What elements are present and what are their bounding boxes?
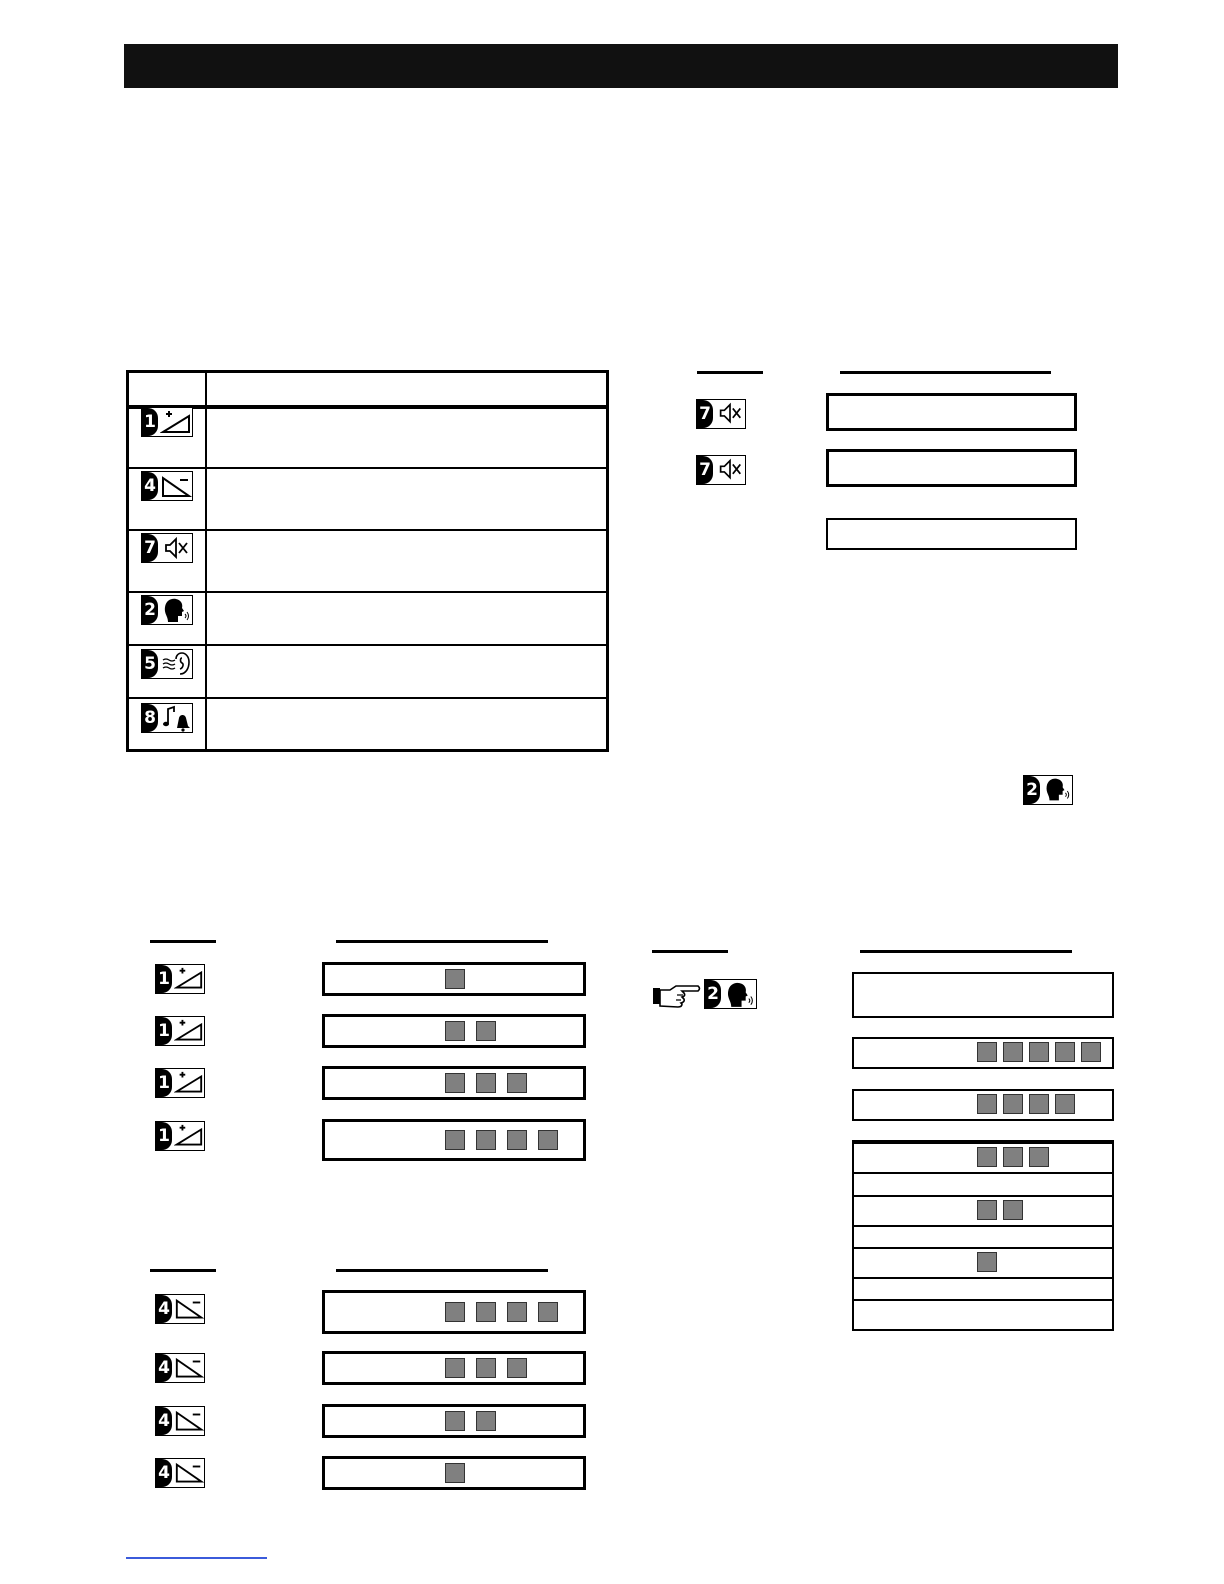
key-number: 4	[142, 472, 158, 500]
speaker-mute-icon	[715, 400, 745, 426]
lcd-display	[322, 962, 586, 996]
footer-link-underline	[126, 1557, 267, 1559]
key-number: 4	[156, 1407, 172, 1435]
lcd-display	[826, 393, 1077, 431]
key-8-music	[141, 703, 193, 733]
lcd-display	[852, 1037, 1114, 1069]
lcd-display	[852, 1299, 1114, 1331]
column-rule-display	[840, 371, 1051, 374]
level-bar-segment	[977, 1094, 997, 1114]
level-bar-segment	[507, 1358, 527, 1378]
key-1	[155, 1016, 205, 1046]
level-bar-segment	[1029, 1042, 1049, 1062]
header-bar	[124, 44, 1118, 88]
key-4	[155, 1458, 205, 1488]
speaking-head-icon	[723, 980, 756, 1009]
key-1-volume-up	[141, 407, 193, 437]
pointing-hand-icon	[652, 982, 702, 1008]
key-number: 4	[156, 1459, 172, 1487]
level-bar-segment	[1055, 1094, 1075, 1114]
lcd-display	[826, 449, 1077, 487]
lcd-display	[852, 1142, 1114, 1174]
level-bar-segment	[977, 1147, 997, 1167]
row-divider	[129, 644, 606, 646]
volume-down-icon	[174, 1407, 204, 1433]
key-4	[155, 1353, 205, 1383]
level-bar-segment	[538, 1130, 558, 1150]
lcd-display	[852, 1089, 1114, 1121]
ear-listen-icon	[160, 650, 192, 678]
column-rule-key	[697, 371, 763, 374]
key-number: 5	[142, 650, 158, 678]
level-bar-segment	[445, 1358, 465, 1378]
key-2-speak	[141, 595, 193, 625]
lcd-display	[322, 1351, 586, 1385]
level-bar-segment	[1081, 1042, 1101, 1062]
volume-down-icon	[174, 1354, 204, 1380]
row-divider	[129, 529, 606, 531]
key-7-mute	[696, 455, 746, 485]
lcd-display	[852, 1195, 1114, 1227]
volume-down-icon	[174, 1459, 204, 1485]
level-bar-segment	[507, 1302, 527, 1322]
level-bar-segment	[1055, 1042, 1075, 1062]
level-bar-segment	[1003, 1147, 1023, 1167]
column-divider	[205, 373, 207, 749]
level-bar-segment	[476, 1130, 496, 1150]
level-bar-segment	[476, 1302, 496, 1322]
column-rule-key	[150, 940, 216, 943]
level-bar-segment	[445, 1302, 465, 1322]
key-number: 7	[142, 534, 158, 562]
lcd-display	[322, 1014, 586, 1048]
level-bar-segment	[445, 1130, 465, 1150]
level-bar-segment	[1003, 1094, 1023, 1114]
level-bar-segment	[538, 1302, 558, 1322]
key-number: 2	[142, 596, 158, 624]
key-number: 1	[156, 1122, 172, 1150]
level-bar-segment	[476, 1411, 496, 1431]
lcd-display	[322, 1290, 586, 1334]
column-rule-display	[860, 950, 1072, 953]
key-1	[155, 964, 205, 994]
speaking-head-icon	[1042, 776, 1072, 802]
level-bar-segment	[476, 1021, 496, 1041]
volume-down-icon	[160, 472, 192, 500]
column-rule-key	[652, 950, 728, 953]
speaker-mute-icon	[715, 456, 745, 482]
key-number: 7	[697, 456, 713, 484]
level-bar-segment	[445, 1463, 465, 1483]
lcd-display	[322, 1066, 586, 1100]
speaker-mute-icon	[160, 534, 192, 562]
key-number: 2	[1024, 776, 1040, 804]
level-bar-segment	[445, 1021, 465, 1041]
key-number: 1	[156, 965, 172, 993]
key-4	[155, 1406, 205, 1436]
music-note-icon	[160, 704, 192, 732]
level-bar-segment	[445, 1073, 465, 1093]
level-bar-segment	[507, 1130, 527, 1150]
key-7-mute	[141, 533, 193, 563]
lcd-display	[852, 1247, 1114, 1279]
level-bar-segment	[507, 1073, 527, 1093]
lcd-display	[322, 1456, 586, 1490]
lcd-display	[322, 1119, 586, 1161]
level-bar-segment	[445, 1411, 465, 1431]
key-number: 8	[142, 704, 158, 732]
table-header	[129, 373, 606, 409]
volume-up-icon	[160, 408, 192, 436]
volume-down-icon	[174, 1295, 204, 1321]
volume-up-icon	[174, 1069, 204, 1095]
key-7-mute	[696, 399, 746, 429]
row-divider	[129, 591, 606, 593]
volume-up-icon	[174, 1017, 204, 1043]
lcd-display	[322, 1404, 586, 1438]
column-rule-display	[336, 940, 548, 943]
key-number: 1	[156, 1069, 172, 1097]
key-1	[155, 1068, 205, 1098]
key-4-volume-down	[141, 471, 193, 501]
key-number: 1	[142, 408, 158, 436]
key-number: 4	[156, 1354, 172, 1382]
level-bar-segment	[1003, 1200, 1023, 1220]
key-4	[155, 1294, 205, 1324]
volume-up-icon	[174, 1122, 204, 1148]
key-number: 1	[156, 1017, 172, 1045]
volume-up-icon	[174, 965, 204, 991]
level-bar-segment	[1029, 1147, 1049, 1167]
level-bar-segment	[977, 1200, 997, 1220]
level-bar-segment	[476, 1358, 496, 1378]
key-number: 4	[156, 1295, 172, 1323]
column-rule-key	[150, 1269, 216, 1272]
key-1	[155, 1121, 205, 1151]
key-number: 7	[697, 400, 713, 428]
level-bar-segment	[1029, 1094, 1049, 1114]
level-bar-segment	[977, 1252, 997, 1272]
column-rule-display	[336, 1269, 548, 1272]
lcd-display	[826, 518, 1077, 550]
key-2-speak	[704, 979, 757, 1009]
key-2-speak	[1023, 775, 1073, 805]
command-table	[126, 370, 609, 752]
speaking-head-icon	[160, 596, 192, 624]
row-divider	[129, 697, 606, 699]
level-bar-segment	[1003, 1042, 1023, 1062]
key-number: 2	[705, 980, 721, 1008]
level-bar-segment	[476, 1073, 496, 1093]
level-bar-segment	[445, 969, 465, 989]
level-bar-segment	[977, 1042, 997, 1062]
row-divider	[129, 467, 606, 469]
lcd-display	[852, 972, 1114, 1018]
key-5-listen	[141, 649, 193, 679]
